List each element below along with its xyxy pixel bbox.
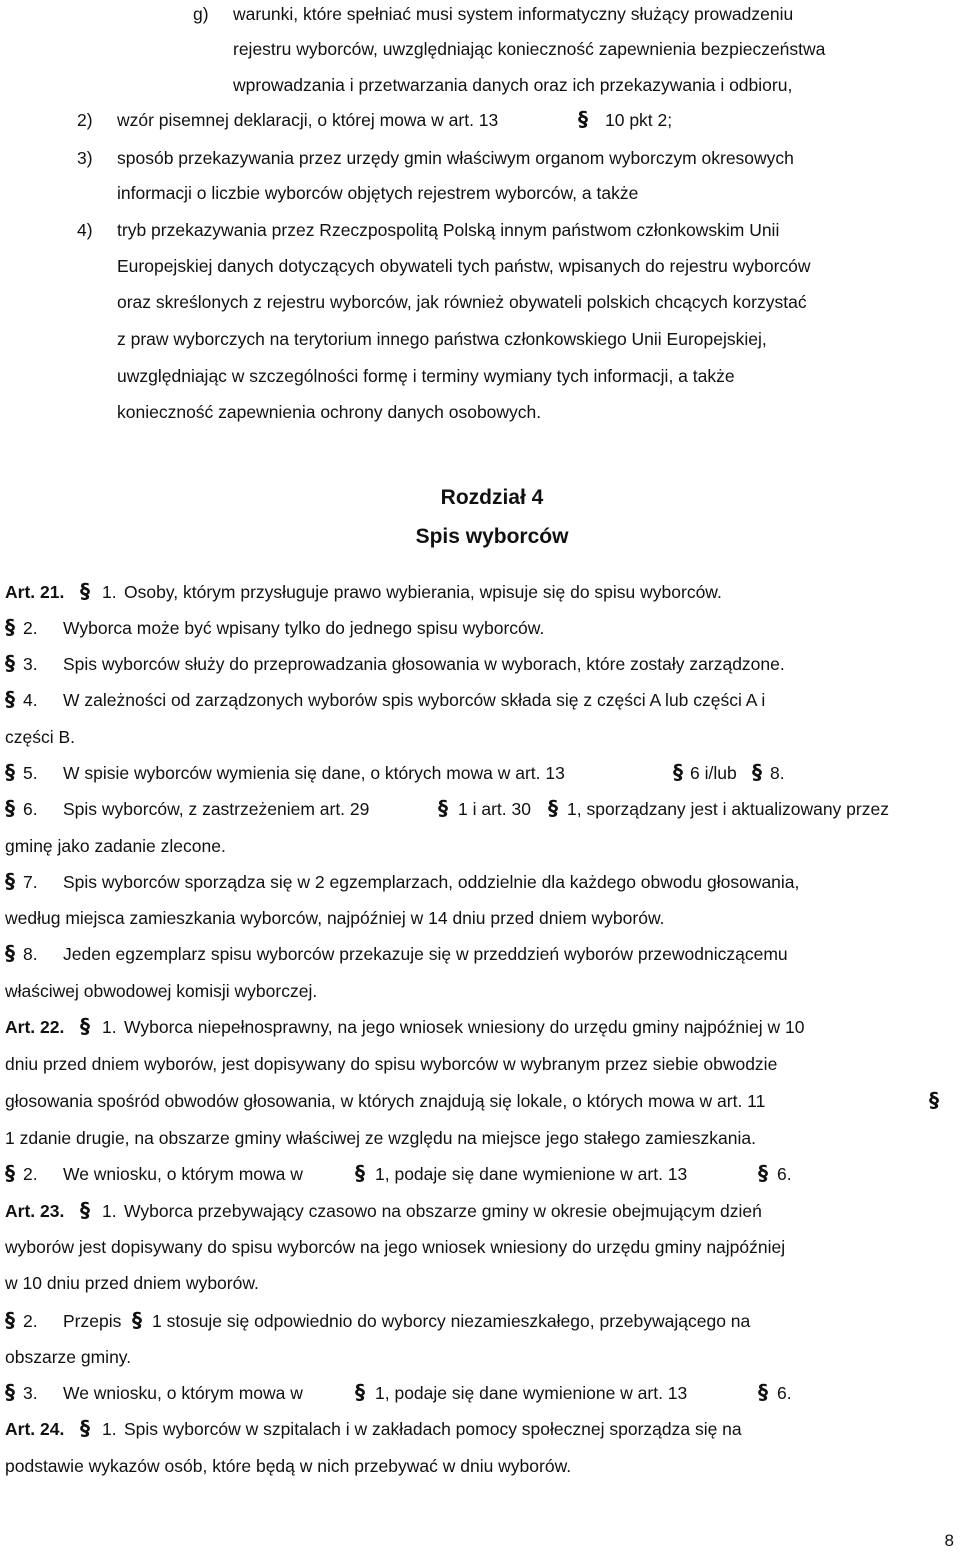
section-sign: § <box>355 1161 365 1185</box>
text-line: w 10 dniu przed dniem wyborów. <box>5 1273 259 1293</box>
text-line: Jeden egzemplarz spisu wyborców przekazuje się w przeddzień wyborów przewodniczącemu <box>63 944 788 964</box>
text-line: Spis wyborców, z zastrzeżeniem art. 29 <box>63 799 370 819</box>
section-sign: § <box>80 1014 90 1038</box>
text-line: Wyborca może być wpisany tylko do jednego spisu wyborców. <box>63 618 545 638</box>
section-sign: § <box>438 796 448 820</box>
item-marker: g) <box>193 4 209 24</box>
section-sign: § <box>548 796 558 820</box>
section-sign: § <box>758 1380 768 1404</box>
text-line: sposób przekazywania przez urzędy gmin właściwym organom wyborczym okresowych <box>117 148 794 168</box>
text-line: według miejsca zamieszkania wyborców, najpóźniej w 14 dniu przed dniem wyborów. <box>5 908 665 928</box>
text-line: 6 i/lub <box>690 763 737 783</box>
text-line: informacji o liczbie wyborców objętych rejestrem wyborców, a także <box>117 183 639 203</box>
text-line: rejestru wyborców, uwzględniając konieczność zapewnienia bezpieczeństwa <box>233 39 826 59</box>
section-number: 5. <box>23 763 38 783</box>
text-line: tryb przekazywania przez Rzeczpospolitą Polską innym państwom członkowskim Unii <box>117 220 780 240</box>
section-sign: § <box>929 1088 939 1112</box>
section-sign: § <box>752 760 762 784</box>
text-line: Przepis <box>63 1311 122 1331</box>
text-line: uwzględniając w szczególności formę i terminy wymiany tych informacji, a także <box>117 366 735 386</box>
section-sign: § <box>578 107 588 131</box>
section-number: 4. <box>23 690 38 710</box>
section-number: 2. <box>23 1164 38 1184</box>
section-sign: § <box>80 1198 90 1222</box>
text-line: obszarze gminy. <box>5 1347 132 1367</box>
text-line: konieczność zapewnienia ochrony danych osobowych. <box>117 402 542 422</box>
text-line: warunki, które spełniać musi system informatyczny służący prowadzeniu <box>233 4 794 24</box>
chapter-title: Spis wyborców <box>415 525 569 548</box>
text-line: 1 zdanie drugie, na obszarze gminy właściwej ze względu na miejsce jego stałego zamieszkania. <box>5 1128 756 1148</box>
text-line: W spisie wyborców wymienia się dane, o których mowa w art. 13 <box>63 763 565 783</box>
section-number: 1. <box>102 1017 117 1037</box>
text-line: 1, podaje się dane wymienione w art. 13 <box>375 1383 688 1403</box>
text-line: We wniosku, o którym mowa w <box>63 1383 303 1403</box>
article-label: Art. 21. <box>5 582 65 602</box>
text-line: We wniosku, o którym mowa w <box>63 1164 303 1184</box>
text-line: Spis wyborców służy do przeprowadzania głosowania w wyborach, które zostały zarządzone. <box>63 654 785 674</box>
section-number: 6. <box>23 799 38 819</box>
section-number: 3. <box>23 654 38 674</box>
text-line: Europejskiej danych dotyczących obywateli tych państw, wpisanych do rejestru wyborców <box>117 256 811 276</box>
text-line: 6. <box>777 1383 792 1403</box>
text-line: gminę jako zadanie zlecone. <box>5 836 226 856</box>
section-sign: § <box>5 796 15 820</box>
section-sign: § <box>80 579 90 603</box>
text-line: oraz skreślonych z rejestru wyborców, jak również obywateli polskich chcących korzystać <box>117 292 807 312</box>
section-number: 1. <box>102 1419 117 1439</box>
section-sign: § <box>355 1380 365 1404</box>
text-line: wyborów jest dopisywany do spisu wyborców na jego wniosek wniesiony do urzędu gminy najpóźniej <box>5 1237 786 1257</box>
text-line: właściwej obwodowej komisji wyborczej. <box>5 981 318 1001</box>
article-label: Art. 24. <box>5 1419 65 1439</box>
section-sign: § <box>5 941 15 965</box>
section-sign: § <box>673 760 683 784</box>
section-sign: § <box>5 1161 15 1185</box>
text-line: z praw wyborczych na terytorium innego państwa członkowskiego Unii Europejskiej, <box>117 329 767 349</box>
text-line: podstawie wykazów osób, które będą w nich przebywać w dniu wyborów. <box>5 1456 572 1476</box>
article-label: Art. 23. <box>5 1201 65 1221</box>
section-number: 2. <box>23 618 38 638</box>
section-number: 1. <box>102 1201 117 1221</box>
section-sign: § <box>5 1380 15 1404</box>
item-marker: 4) <box>77 220 93 240</box>
section-sign: § <box>80 1416 90 1440</box>
section-sign: § <box>758 1161 768 1185</box>
text-line: Wyborca niepełnosprawny, na jego wniosek wniesiony do urzędu gminy najpóźniej w 10 <box>124 1017 805 1037</box>
section-sign: § <box>5 651 15 675</box>
page-number: 8 <box>944 1531 954 1550</box>
section-sign: § <box>5 760 15 784</box>
section-number: 3. <box>23 1383 38 1403</box>
text-line: dniu przed dniem wyborów, jest dopisywany do spisu wyborców w wybranym przez siebie obwodzie <box>5 1054 778 1074</box>
text-line: części B. <box>5 727 76 747</box>
text-line: 1, sporządzany jest i aktualizowany przez <box>567 799 889 819</box>
section-sign: § <box>5 615 15 639</box>
section-sign: § <box>132 1308 142 1332</box>
section-number: 8. <box>23 944 38 964</box>
text-line: 8. <box>770 763 785 783</box>
section-sign: § <box>5 1308 15 1332</box>
text-line: 10 pkt 2; <box>605 110 673 130</box>
chapter-number: Rozdział 4 <box>440 486 544 509</box>
item-marker: 2) <box>77 110 93 130</box>
text-line: 1 stosuje się odpowiednio do wyborcy niezamieszkałego, przebywającego na <box>152 1311 751 1331</box>
section-number: 1. <box>102 582 117 602</box>
text-line: Osoby, którym przysługuje prawo wybierania, wpisuje się do spisu wyborców. <box>124 582 722 602</box>
text-line: W zależności od zarządzonych wyborów spis wyborców składa się z części A lub części A i <box>63 690 766 710</box>
text-line: 6. <box>777 1164 792 1184</box>
item-marker: 3) <box>77 148 93 168</box>
section-sign: § <box>5 687 15 711</box>
text-line: Wyborca przebywający czasowo na obszarze gminy w okresie obejmującym dzień <box>124 1201 762 1221</box>
text-line: głosowania spośród obwodów głosowania, w których znajdują się lokale, o których mowa w art. 11 <box>5 1091 766 1111</box>
article-label: Art. 22. <box>5 1017 65 1037</box>
text-line: Spis wyborców w szpitalach i w zakładach pomocy społecznej sporządza się na <box>124 1419 742 1439</box>
section-number: 7. <box>23 872 38 892</box>
text-line: wzór pisemnej deklaracji, o której mowa w art. 13 <box>117 110 499 130</box>
text-line: wprowadzania i przetwarzania danych oraz ich przekazywania i odbioru, <box>233 75 793 95</box>
section-number: 2. <box>23 1311 38 1331</box>
text-line: 1 i art. 30 <box>458 799 531 819</box>
text-line: Spis wyborców sporządza się w 2 egzemplarzach, oddzielnie dla każdego obwodu głosowania, <box>63 872 800 892</box>
text-line: 1, podaje się dane wymienione w art. 13 <box>375 1164 688 1184</box>
section-sign: § <box>5 869 15 893</box>
